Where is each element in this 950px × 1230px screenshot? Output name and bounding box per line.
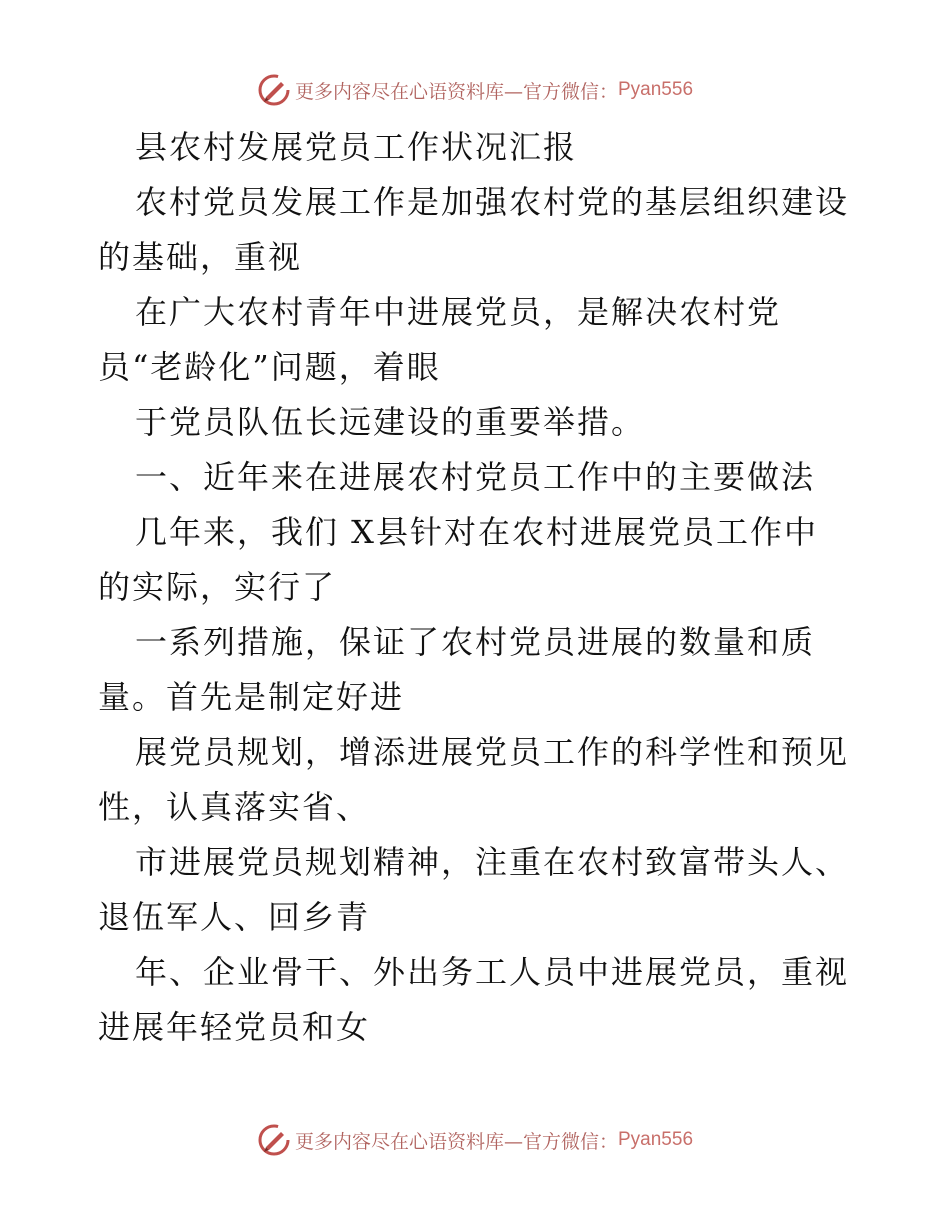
brand-logo-icon bbox=[257, 73, 291, 107]
text-line: 进展年轻党员和女 bbox=[98, 1008, 371, 1046]
text-line: 县农村发展党员工作状况汇报 bbox=[135, 128, 578, 166]
text-line: 的基础，重视 bbox=[98, 238, 303, 276]
text-line: 展党员规划，增添进展党员工作的科学性和预见 bbox=[135, 733, 850, 771]
text-line: 量。首先是制定好进 bbox=[98, 678, 405, 716]
text-line: 几年来，我们 X县针对在农村进展党员工作中 bbox=[135, 513, 818, 551]
text-line: 员“老龄化”问题，着眼 bbox=[98, 348, 441, 386]
text-line: 一系列措施，保证了农村党员进展的数量和质 bbox=[135, 623, 816, 661]
text-line: 的实际，实行了 bbox=[98, 568, 337, 606]
banner-text: 更多内容尽在心语资料库—官方微信： bbox=[294, 80, 618, 103]
text-line: 退伍军人、回乡青 bbox=[98, 898, 371, 936]
text-line: 性，认真落实省、 bbox=[98, 788, 371, 826]
text-line: 市进展党员规划精神，注重在农村致富带头人、 bbox=[135, 843, 850, 881]
header-banner bbox=[0, 70, 950, 110]
brand-logo-icon bbox=[257, 1123, 291, 1157]
document-body bbox=[98, 120, 858, 1055]
text-line: 年、企业骨干、外出务工人员中进展党员，重视 bbox=[135, 953, 850, 991]
text-line: 农村党员发展工作是加强农村党的基层组织建设 bbox=[135, 183, 850, 221]
banner-wechat-id: Pyan556 bbox=[618, 79, 694, 100]
footer-banner bbox=[0, 1120, 950, 1160]
banner-text: 更多内容尽在心语资料库—官方微信： bbox=[294, 1130, 618, 1153]
text-line: 一、近年来在进展农村党员工作中的主要做法 bbox=[135, 458, 816, 496]
text-line: 于党员队伍长远建设的重要举措。 bbox=[135, 403, 646, 441]
banner-wechat-id: Pyan556 bbox=[618, 1129, 694, 1150]
text-line: 在广大农村青年中进展党员，是解决农村党 bbox=[135, 293, 782, 331]
